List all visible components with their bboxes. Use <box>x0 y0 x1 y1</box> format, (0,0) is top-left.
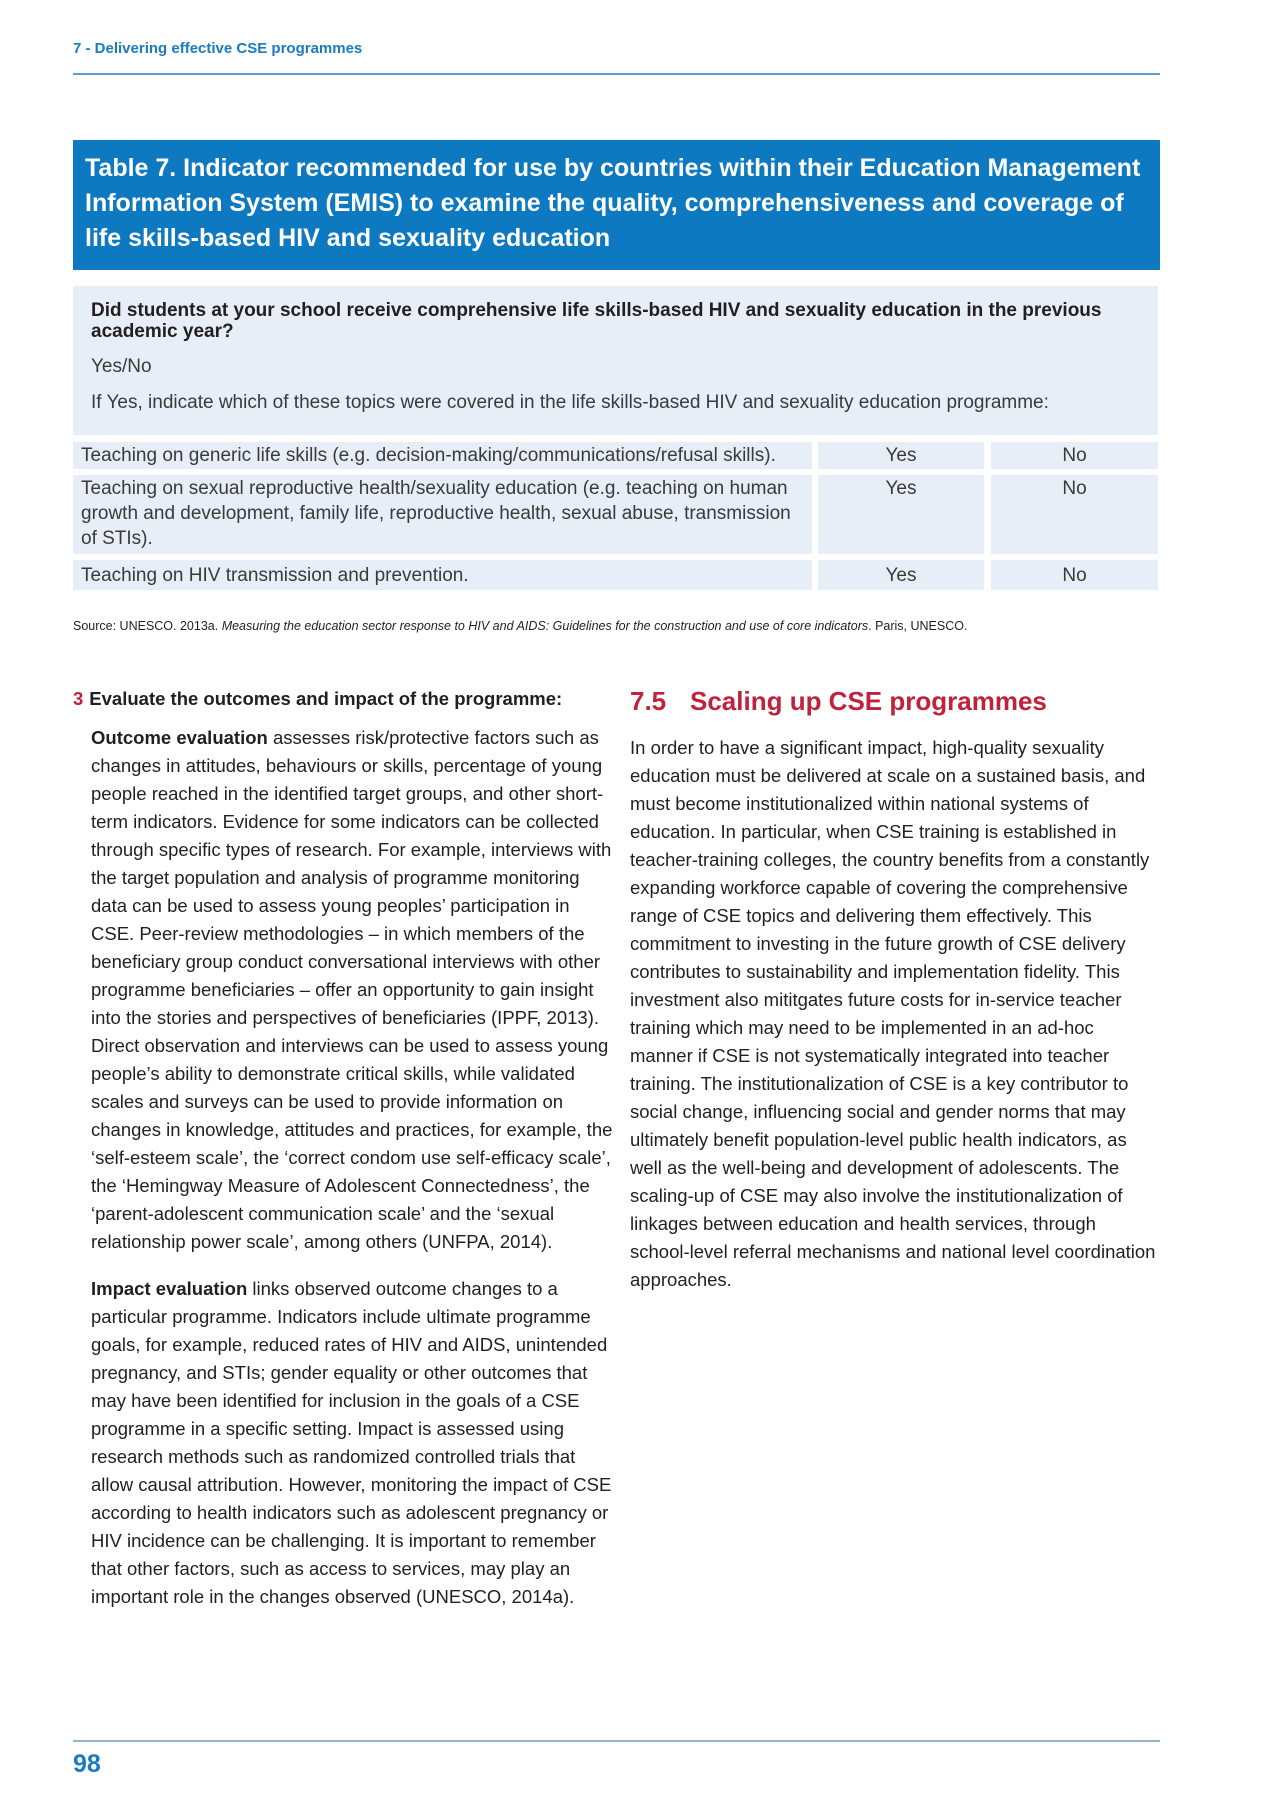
no-cell: No <box>991 560 1158 590</box>
running-head: 7 - Delivering effective CSE programmes <box>73 40 363 57</box>
step-number: 3 <box>73 688 84 709</box>
left-column <box>73 688 613 1629</box>
footer-rule <box>73 1740 1160 1742</box>
source-suffix: . Paris, UNESCO. <box>868 619 968 633</box>
no-cell: No <box>991 442 1158 469</box>
topic-cell: Teaching on generic life skills (e.g. decision-making/communications/refusal skills). <box>73 442 812 469</box>
table-row <box>73 560 1158 590</box>
impact-text: links observed outcome changes to a particular programme. Indicators include ultimate programme goals, for example, reduced rates of HIV and AIDS, unintended pregnancy, and STIs; gender equality or other outcomes that may have been identified for inclusion in the goals of a CSE programme in a specific setting. Impact is assessed using research methods such as randomized controlled trials that allow causal attribution. However, monitoring the impact of CSE according to health indicators such as adolescent pregnancy or HIV incidence can be challenging. It is important to remember that other factors, such as access to services, may play an important role in the changes observed (UNESCO, 2014a). <box>91 1277 612 1607</box>
table-title: Table 7. Indicator recommended for use by countries within their Education Management Information System (EMIS) to examine the quality, comprehensiveness and coverage of life skills-based HIV and sexuality education <box>73 140 1160 270</box>
source-prefix: Source: UNESCO. 2013a. <box>73 619 222 633</box>
no-cell: No <box>991 475 1158 554</box>
yes-cell: Yes <box>818 560 984 590</box>
outcome-text: assesses risk/protective factors such as changes in attitudes, behaviours or skills, percentage of young people reached in the identified target groups, and other short-term indicators. Evidence for some indicators can be collected through specific types of research. For example, interviews with the target population and analysis of programme monitoring data can be used to assess young peoples’ participation in CSE. Peer-review methodologies – in which members of the beneficiary group conduct conversational interviews with other programme beneficiaries – offer an opportunity to gain insight into the stories and perspectives of beneficiaries (IPPF, 2013). Direct observation and interviews can be used to assess young people’s ability to demonstrate critical skills, while validated scales and surveys can be used to provide information on changes in knowledge, attitudes and practices, for example, the ‘self-esteem scale’, the ‘correct condom use self-efficacy scale’, the ‘Hemingway Measure of Adolescent Connectedness’, the ‘parent-adolescent communication scale’ and the ‘sexual relationship power scale’, among others (UNFPA, 2014). <box>91 727 613 1252</box>
yes-cell: Yes <box>818 442 984 469</box>
right-column <box>630 686 1160 1313</box>
scaling-up-paragraph: In order to have a significant impact, high-quality sexuality education must be delivered at scale on a sustained basis, and must become institutionalized within national systems of education. In particular, when CSE training is established in teacher-training colleges, the country benefits from a constantly expanding workforce capable of covering the comprehensive range of CSE topics and delivering them effectively. This commitment to investing in the future growth of CSE delivery contributes to sustainability and implementation fidelity. This investment also mititgates future costs for in-service teacher training which may need to be implemented in an ad-hoc manner if CSE is not systematically integrated into teacher training. The institutionalization of CSE is a key contributor to social change, influencing social and gender norms that may ultimately benefit population-level public health indicators, as well as the well-being and development of adolescents. The scaling-up of CSE may also involve the institutionalization of linkages between education and health services, through school-level referral mechanisms and national level coordination approaches. <box>630 737 1156 1290</box>
impact-evaluation-paragraph <box>91 1275 613 1611</box>
topic-cell: Teaching on sexual reproductive health/sexuality education (e.g. teaching on human growth and development, family life, reproductive health, sexual abuse, transmission of STIs). <box>73 475 812 554</box>
followup-text: If Yes, indicate which of these topics were covered in the life skills-based HIV and sexuality education programme: <box>91 392 1049 413</box>
question-text: Did students at your school receive comprehensive life skills-based HIV and sexuality education in the previous academic year? <box>91 300 1102 342</box>
topic-cell: Teaching on HIV transmission and prevention. <box>73 560 812 590</box>
source-title: Measuring the education sector response to HIV and AIDS: Guidelines for the construction and use of core indicators <box>221 619 869 633</box>
outcome-term: Outcome evaluation <box>91 727 268 748</box>
answer-options: Yes/No <box>91 356 152 377</box>
table-row <box>73 475 1158 554</box>
section-heading <box>630 686 1160 717</box>
question-block <box>73 286 1158 435</box>
table-row <box>73 442 1158 469</box>
impact-term: Impact evaluation <box>91 1277 248 1299</box>
table-source <box>73 619 967 633</box>
step-heading-text: Evaluate the outcomes and impact of the programme: <box>89 688 563 709</box>
section-number: 7.5 <box>630 686 667 716</box>
page-number: 98 <box>73 1750 101 1778</box>
header-rule <box>73 73 1160 75</box>
section-title: Scaling up CSE programmes <box>690 686 1047 716</box>
outcome-evaluation-paragraph <box>91 724 613 1256</box>
yes-cell: Yes <box>818 475 984 554</box>
step-heading <box>73 688 613 710</box>
